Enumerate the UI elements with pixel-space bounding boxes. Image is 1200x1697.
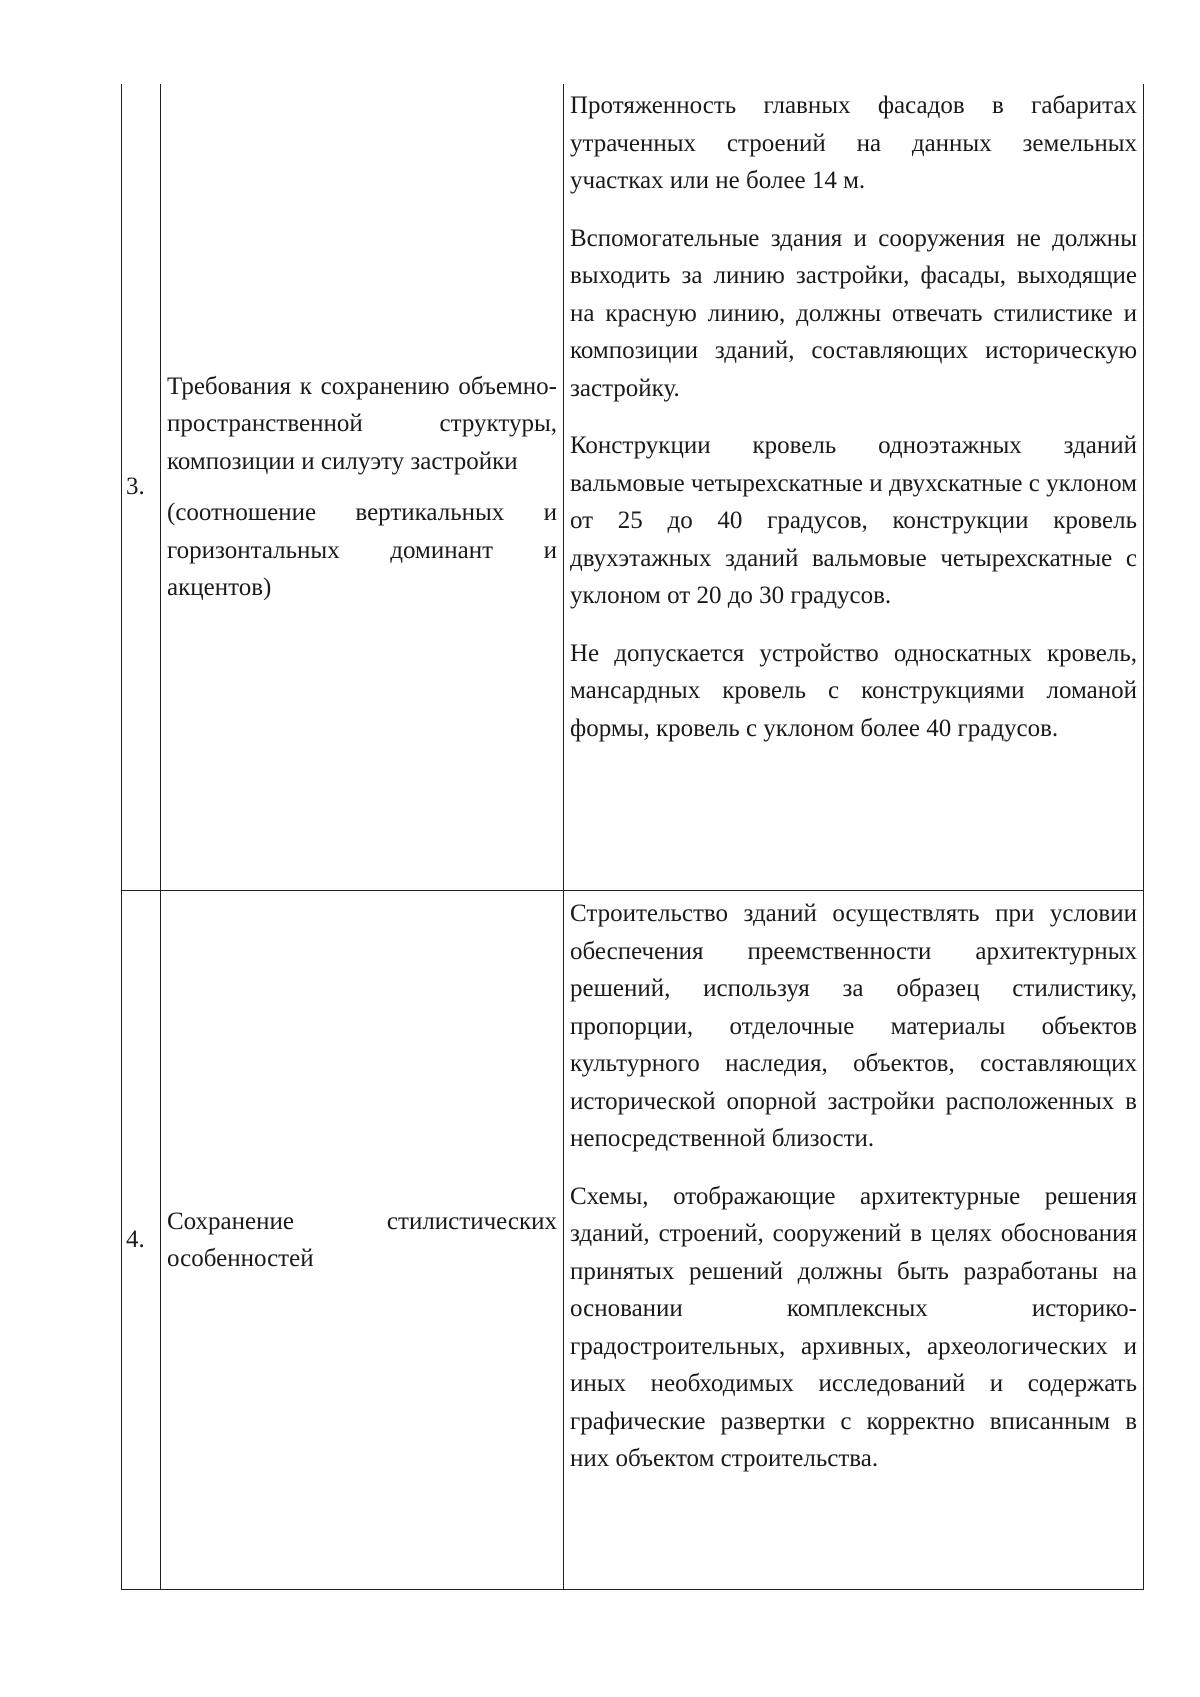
requirement-paragraph: Не допускается устройство односкатных кровель, мансардных кровель с конструкциями ломаной формы, кровель с уклоном более 40 градусов. — [570, 639, 1137, 742]
row-title: Требования к сохранению объемно-пространственной структуры, композиции и силуэту застройки — [167, 372, 557, 475]
row-title-cell — [161, 84, 564, 891]
requirement-paragraph: Конструкции кровель одноэтажных зданий вальмовые четырехскатные и двухскатные с уклоном от 25 до 40 градусов, конструкции кровель двухэтажных зданий вальмовые четырехскатные с уклоном от 20 до 30 градусов. — [570, 432, 1137, 609]
requirement-paragraph: Схемы, отображающие архитектурные решения зданий, строений, сооружений в целях обоснования принятых решений должны быть разработаны на основании комплексных историко-градостроительных, архивных, археологических и иных необходимых исследований и содержать графические развертки с корректно вписанным в них объектом строительства. — [570, 1182, 1137, 1472]
regulations-table — [121, 84, 1144, 1590]
row-title-cell — [161, 891, 564, 1590]
row-number: 3. — [122, 84, 161, 891]
requirement-paragraph: Строительство зданий осуществлять при условии обеспечения преемственности архитектурных решений, используя за образец стилистику, пропорции, отделочные материалы объектов культурного наследия, объектов, составляющих исторической опорной застройки расположенных в непосредственной близости. — [570, 900, 1137, 1152]
table-row — [122, 891, 1144, 1590]
requirements-cell — [564, 891, 1144, 1590]
requirement-paragraph: Вспомогательные здания и сооружения не должны выходить за линию застройки, фасады, выходящие на красную линию, должны отвечать стилистике и композиции зданий, составляющих историческую застройку. — [570, 224, 1137, 402]
table-row — [122, 84, 1144, 891]
row-title: Сохранение стилистических особенностей — [167, 1207, 557, 1272]
requirement-paragraph: Протяженность главных фасадов в габаритах утраченных строений на данных земельных участках или не более 14 м. — [570, 92, 1137, 194]
requirements-cell — [564, 84, 1144, 891]
row-number: 4. — [122, 891, 161, 1590]
row-title-note: (соотношение вертикальных и горизонтальных доминант и акцентов) — [167, 499, 557, 601]
